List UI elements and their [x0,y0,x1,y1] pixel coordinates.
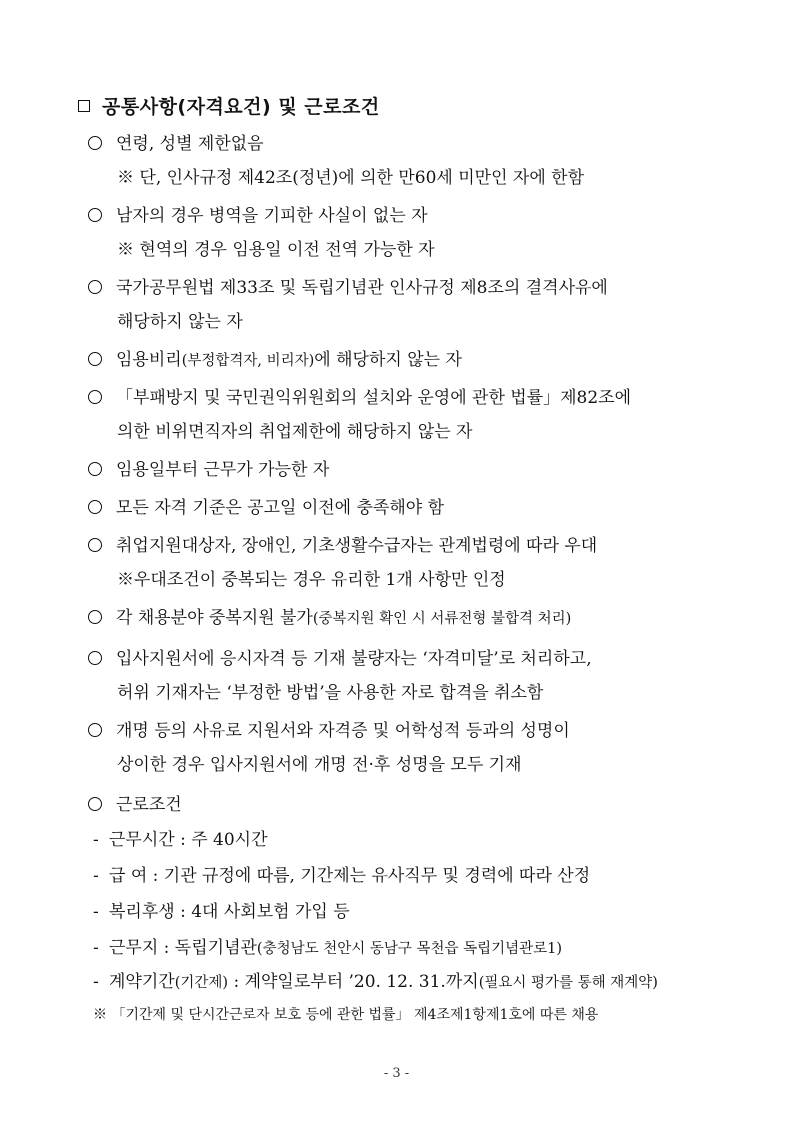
condition-item-salary: - 급 여 : 기관 규정에 따름, 기간제는 유사직무 및 경력에 따라 산정 [93,866,591,886]
section-title-text: 공통사항(자격요건) 및 근로조건 [102,96,380,118]
list-item-continuation: 의한 비위면직자의 취업제한에 해당하지 않는 자 [117,422,473,442]
list-item: 국가공무원법 제33조 및 독립기념관 인사규정 제8조의 결격사유에 [88,276,608,300]
dash-bullet: - [93,866,99,886]
list-item: 「부패방지 및 국민권익위원회의 설치와 운영에 관한 법률」제82조에 [88,386,631,410]
circle-bullet-icon [88,352,102,366]
circle-bullet-icon [88,280,102,294]
condition-item-contract-period: - 계약기간(기간제) : 계약일로부터 ’20. 12. 31.까지(필요시 평가를 통해 재계약) [93,972,658,992]
list-item-note: ※우대조건이 중복되는 경우 유리한 1개 사항만 인정 [117,570,506,590]
circle-bullet-icon [88,538,102,552]
dash-bullet: - [93,938,99,958]
list-item: 연령, 성별 제한없음 [88,132,264,156]
list-item: 입사지원서에 응시자격 등 기재 불량자는 ‘자격미달’로 처리하고, [88,647,592,671]
circle-bullet-icon [88,500,102,514]
circle-bullet-icon [88,723,102,737]
condition-item-location: - 근무지 : 독립기념관(충청남도 천안시 동남구 목천읍 독립기념관로1) [93,938,563,958]
circle-bullet-icon [88,610,102,624]
dash-bullet: - [93,972,99,992]
condition-item-hours: - 근무시간 : 주 40시간 [93,830,268,850]
dash-bullet: - [93,830,99,850]
square-bullet-icon [78,100,90,112]
condition-item-benefits: - 복리후생 : 4대 사회보험 가입 등 [93,902,350,922]
list-item: 남자의 경우 병역을 기피한 사실이 없는 자 [88,204,428,228]
page-number: - 3 - [383,1066,410,1081]
list-item: 각 채용분야 중복지원 불가(중복지원 확인 시 서류전형 불합격 처리) [88,606,571,631]
footnote: ※ 「기간제 및 단시간근로자 보호 등에 관한 법률」 제4조제1항제1호에 따른 채용 [93,1007,599,1023]
list-item: 임용비리(부정합격자, 비리자)에 해당하지 않는 자 [88,348,462,373]
section-heading [78,92,380,119]
circle-bullet-icon [88,136,102,150]
list-item: 취업지원대상자, 장애인, 기초생활수급자는 관계법령에 따라 우대 [88,534,597,558]
circle-bullet-icon [88,208,102,222]
circle-bullet-icon [88,462,102,476]
list-item: 임용일부터 근무가 가능한 자 [88,458,329,482]
list-item-continuation: 허위 기재자는 ‘부정한 방법’을 사용한 자로 합격을 취소함 [117,683,544,703]
circle-bullet-icon [88,390,102,404]
list-item: 개명 등의 사유로 지원서와 자격증 및 어학성적 등과의 성명이 [88,719,570,743]
list-item-working-conditions: 근로조건 [88,793,182,817]
list-item-continuation: 해당하지 않는 자 [117,312,243,332]
list-item-note: ※ 현역의 경우 임용일 이전 전역 가능한 자 [117,240,435,260]
circle-bullet-icon [88,651,102,665]
dash-bullet: - [93,902,99,922]
list-item: 모든 자격 기준은 공고일 이전에 충족해야 함 [88,496,444,520]
list-item-note: ※ 단, 인사규정 제42조(정년)에 의한 만60세 미만인 자에 한함 [117,168,585,188]
circle-bullet-icon [88,797,102,811]
list-item-continuation: 상이한 경우 입사지원서에 개명 전·후 성명을 모두 기재 [117,755,522,775]
